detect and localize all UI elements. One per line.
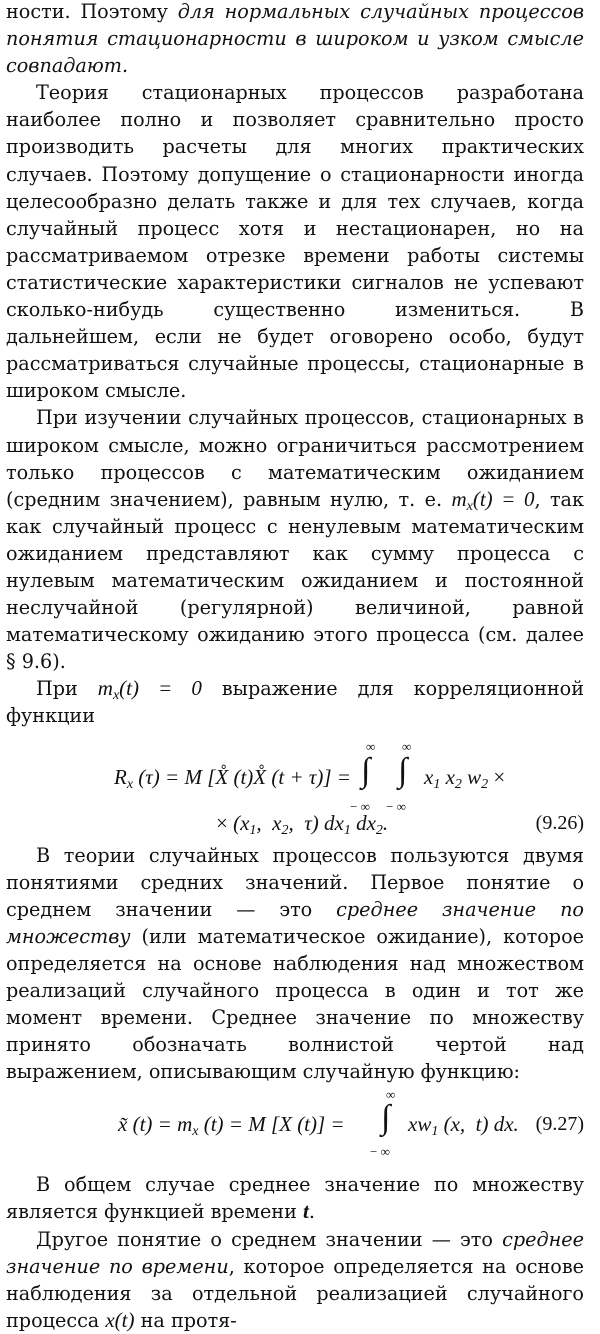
text-span: В теории случайных процессов пользуются двумя понятиями средних значений. Первое понятие о среднем значении — это — [6, 843, 584, 921]
equation-continuation: × ($x_1$, $x_2$, τ) $dx_1$ $dx_2$. — [216, 810, 389, 838]
text-span: (или математическое ожидание), которое определяется на основе наблюдения над множеством реализаций случайного процесса в один и тот же момент времени. Среднее значение по множеству принято обозначать волнистой чертой над выражением, описывающим случайную функцию: — [6, 924, 584, 1084]
text-span: , которое определяется на основе наблюдения за отдельной реализацией случайного процесса — [6, 1254, 585, 1332]
emphasis-text: для нормальных случайных процессов понятия стационарности в широком и узком смысле совпадают. — [6, 0, 584, 78]
text-span: выражение для корреляционной функции — [6, 677, 585, 728]
emphasis-text: среднее значение по времени — [6, 1227, 584, 1278]
text-span: Другое понятие о среднем значении — это — [36, 1227, 503, 1251]
paragraph-6 — [6, 1226, 584, 1334]
integral-upper: ∞ — [402, 738, 412, 754]
equation-left: $R_x$ (τ) = M [X̊ (t)X̊ (t + τ)] = — [114, 764, 351, 792]
paragraph-4 — [6, 842, 584, 1086]
equation-number: (9.26) — [535, 811, 584, 834]
integral-lower: − ∞ — [370, 1144, 390, 1160]
integral-lower: − ∞ — [350, 798, 370, 814]
equation-body: x̃ $(t) = m_x$ (t) = M [X (t)] = — [118, 1112, 345, 1140]
text-span: ности. Поэтому — [6, 0, 178, 23]
math-inline: t — [302, 1199, 309, 1224]
text-span: При — [36, 677, 98, 701]
integral-sign: ∫ — [398, 751, 408, 789]
paragraph-2 — [6, 404, 584, 675]
text-span: В общем случае среднее значение по множеству является функцией времени — [6, 1173, 584, 1224]
integral-upper: ∞ — [366, 738, 376, 754]
equation-9-26 — [6, 730, 584, 842]
integral-sign: ∫ — [361, 751, 371, 789]
integral-lower: − ∞ — [386, 798, 406, 814]
equation-number: (9.27) — [535, 1113, 584, 1136]
math-inline: $m_x(t) = 0$ — [97, 676, 202, 704]
equation-integrand: $xw_1$ (x, t) dx. — [408, 1112, 519, 1140]
equation-integrand: $x_1$ $x_2$ $w_2$ × — [424, 764, 506, 792]
math-inline: $m_x(t) = 0$ — [451, 486, 535, 514]
text-span: При изучении случайных процессов, стационарных в широком смысле, можно ограничиться рассмотрением только процессов с математическим ожиданием (средним значением), равным нулю, т. е. — [6, 406, 584, 511]
paragraph-0 — [6, 0, 584, 79]
integral-upper: ∞ — [386, 1087, 396, 1103]
integral-sign: ∫ — [381, 1099, 391, 1137]
equation-9-27 — [6, 1085, 584, 1171]
text-span: , так как случайный процесс с ненулевым математическим ожиданием представляют как сумму процесса с нулевым математическим ожиданием и постоянной неслучайной (регулярной) величиной, равной математическому ожиданию этого процесса (см. далее § 9.6). — [6, 487, 584, 674]
emphasis-text: среднее значение по множеству — [6, 897, 584, 948]
text-span: на протя- — [134, 1308, 237, 1332]
text-span: . — [308, 1200, 315, 1224]
paragraph-1: Теория стационарных процессов разработана наиболее полно и позволяет сравнительно просто производить расчеты для многих практических случаев. Поэтому допущение о стационарности иногда целесообразно делать также и для тех случаев, когда случайный процесс хотя и нестационарен, но на рассматриваемом отрезке времени работы системы статистические характеристики сигналов не успевают сколько-нибудь существенно измениться. В дальнейшем, если не будет оговорено особо, будут рассматриваться случайные процессы, стационарные в широком смысле. — [6, 81, 584, 403]
math-inline: x(t) — [105, 1307, 135, 1332]
paragraph-3 — [6, 675, 584, 729]
paragraph-5 — [6, 1171, 584, 1225]
